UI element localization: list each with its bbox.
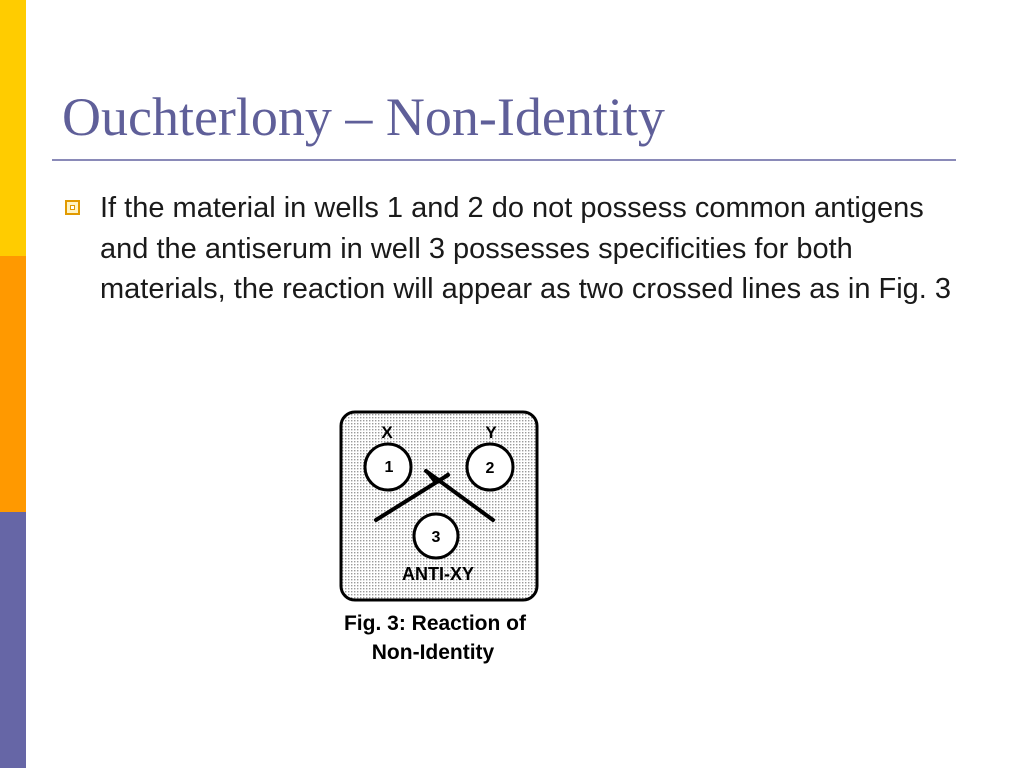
ouchterlony-figure: [312, 408, 562, 670]
figure-caption-line2: Non-Identity: [371, 641, 495, 664]
accent-bar-yellow: [0, 0, 26, 256]
figure-caption-line1: Fig. 3: Reaction of: [343, 612, 527, 635]
well-number-1: 1: [384, 459, 394, 476]
figure-diagram: [312, 408, 562, 670]
slide-title: Ouchterlony – Non-Identity: [62, 87, 665, 147]
antigen-label-y: Y: [485, 423, 497, 442]
antigen-label-x: X: [381, 423, 393, 442]
accent-bar-purple: [0, 512, 26, 768]
well-number-3: 3: [431, 529, 441, 546]
bullet-text: If the material in wells 1 and 2 do not possess common antigens and the antiserum in well 3 possesses specificities for both materials, the reaction will appear as two crossed lines as in Fig. 3: [100, 192, 952, 305]
title-divider: [52, 159, 956, 161]
accent-bar-orange: [0, 256, 26, 512]
square-bullet-icon: [65, 200, 80, 215]
antiserum-label: ANTI-XY: [402, 564, 474, 584]
well-number-2: 2: [485, 460, 495, 477]
